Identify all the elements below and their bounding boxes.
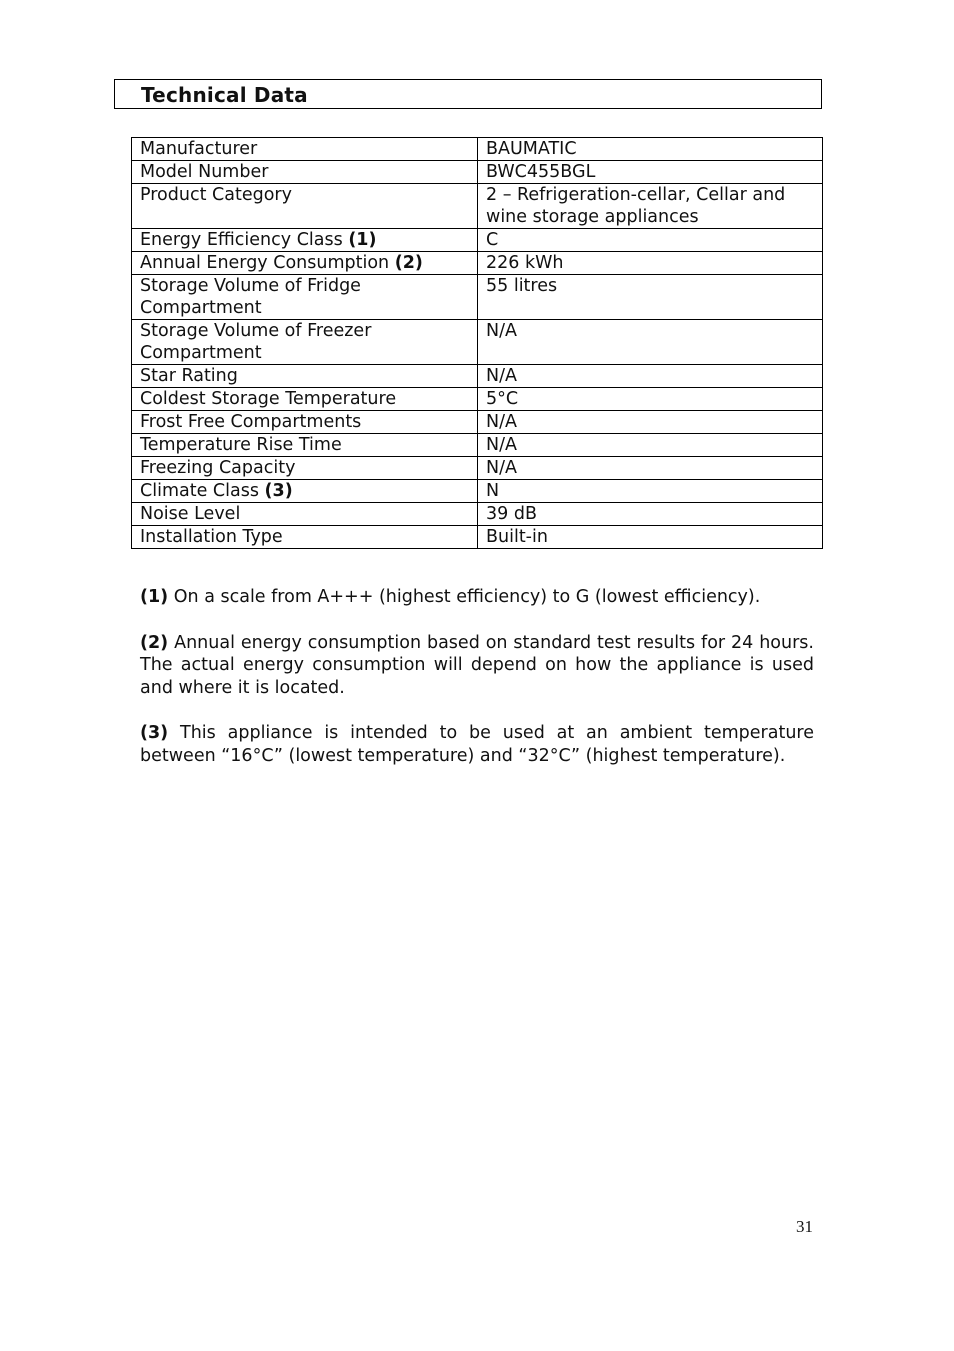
table-row: [132, 275, 823, 320]
spec-label: Installation Type: [132, 526, 478, 549]
spec-label: Energy Efficiency Class (1): [132, 229, 478, 252]
spec-value: 39 dB: [478, 503, 823, 526]
spec-label: Manufacturer: [132, 138, 478, 161]
footnote-text: On a scale from A+++ (highest efficiency) to G (lowest efficiency).: [173, 587, 761, 607]
spec-label: Storage Volume of Freezer Compartment: [132, 320, 478, 365]
table-row: [132, 252, 823, 275]
table-row: [132, 411, 823, 434]
table-row: [132, 138, 823, 161]
footnote-ref: (2): [140, 632, 169, 653]
table-row: [132, 434, 823, 457]
footnote: [140, 586, 814, 609]
spec-label: Noise Level: [132, 503, 478, 526]
spec-value: BWC455BGL: [478, 161, 823, 184]
table-row: [132, 503, 823, 526]
page-title: Technical Data: [141, 83, 308, 107]
table-row: [132, 184, 823, 229]
spec-label: Coldest Storage Temperature: [132, 388, 478, 411]
footnote-text: Annual energy consumption based on standard test results for 24 hours. The actual energy consumption will depend on how the appliance is used and where it is located.: [140, 632, 814, 698]
spec-value: 2 – Refrigeration-cellar, Cellar and wine storage appliances: [478, 184, 823, 229]
footnote-ref: (3): [264, 481, 293, 501]
spec-value: N/A: [478, 411, 823, 434]
footnote: [140, 722, 814, 767]
spec-value: N/A: [478, 434, 823, 457]
spec-value: 5°C: [478, 388, 823, 411]
spec-value: BAUMATIC: [478, 138, 823, 161]
footnote: [140, 632, 814, 700]
spec-label: Climate Class (3): [132, 480, 478, 503]
footnote-text: This appliance is intended to be used at an ambient temperature between “16°C” (lowest temperature) and “32°C” (highest temperature).: [140, 723, 814, 766]
table-row: [132, 457, 823, 480]
spec-value: 226 kWh: [478, 252, 823, 275]
spec-label: Star Rating: [132, 365, 478, 388]
footnote-ref: (1): [348, 230, 377, 250]
spec-value: C: [478, 229, 823, 252]
spec-value: N/A: [478, 457, 823, 480]
spec-label: Product Category: [132, 184, 478, 229]
table-row: [132, 365, 823, 388]
spec-label: Frost Free Compartments: [132, 411, 478, 434]
footnote-ref: (2): [394, 253, 423, 273]
spec-label: Temperature Rise Time: [132, 434, 478, 457]
table-row: [132, 480, 823, 503]
spec-value: Built-in: [478, 526, 823, 549]
table-row: [132, 161, 823, 184]
table-row: [132, 526, 823, 549]
table-row: [132, 320, 823, 365]
technical-data-table: [131, 137, 823, 549]
footnotes: [140, 586, 814, 790]
spec-label: Annual Energy Consumption (2): [132, 252, 478, 275]
footnote-ref: (3): [140, 723, 169, 743]
table-row: [132, 388, 823, 411]
spec-label: Freezing Capacity: [132, 457, 478, 480]
section-title-box: [114, 79, 822, 109]
spec-value: N/A: [478, 320, 823, 365]
spec-value: N: [478, 480, 823, 503]
spec-value: N/A: [478, 365, 823, 388]
spec-label: Model Number: [132, 161, 478, 184]
page-number: 31: [796, 1217, 813, 1236]
footnote-ref: (1): [140, 587, 169, 607]
spec-value: 55 litres: [478, 275, 823, 320]
spec-label: Storage Volume of Fridge Compartment: [132, 275, 478, 320]
table-row: [132, 229, 823, 252]
